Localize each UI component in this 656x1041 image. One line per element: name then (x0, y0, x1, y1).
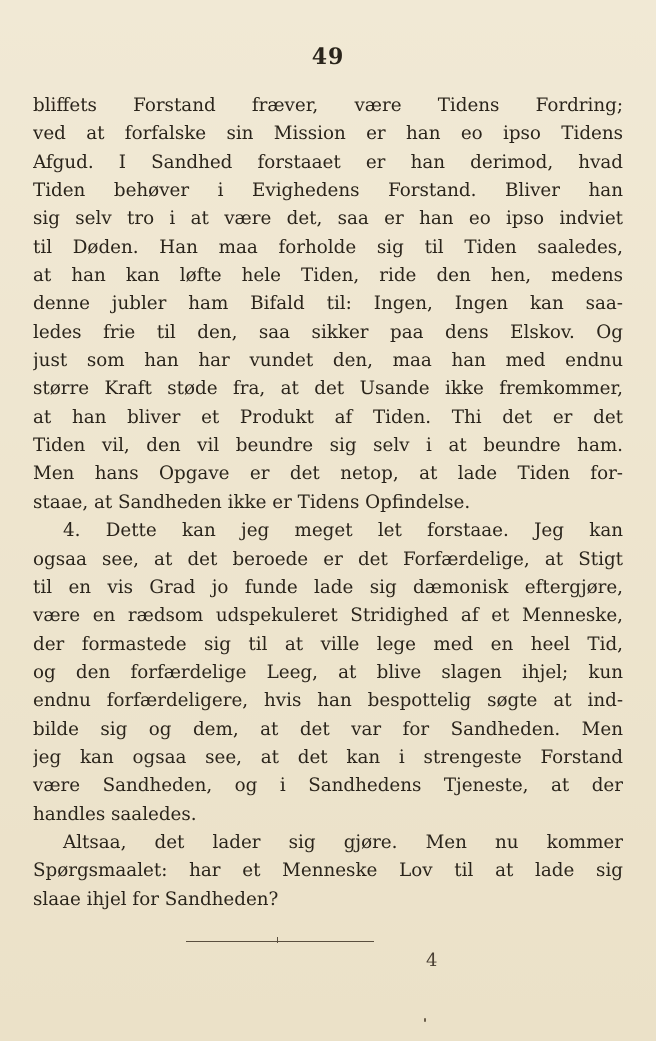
text-line: der formastede sig til at ville lege med en heel Tid, (33, 633, 623, 655)
text-line: til Døden. Han maa forholde sig til Tiden saaledes, (33, 236, 623, 258)
text-line: Tiden vil, den vil beundre sig selv i at beundre ham. (33, 435, 623, 457)
text-line: at han kan løfte hele Tiden, ride den hen, medens (33, 265, 623, 287)
text-line: være en rædsom udspekuleret Stridighed af et Menneske, (33, 605, 623, 627)
text-line: til en vis Grad jo funde lade sig dæmonisk eftergjøre, (33, 576, 623, 598)
text-line: større Kraft støde fra, at det Usande ikke fremkommer, (33, 378, 623, 400)
text-line: staae, at Sandheden ikke er Tidens Opfindelse. (33, 491, 471, 513)
text-line: Men hans Opgave er det netop, at lade Tiden for- (33, 463, 623, 485)
text-line: at han bliver et Produkt af Tiden. Thi det er det (33, 406, 623, 428)
text-line: 4. Dette kan jeg meget let forstaae. Jeg kan (63, 520, 623, 542)
paper-speck (424, 1018, 426, 1022)
body-text (33, 92, 623, 914)
text-line: bilde sig og dem, at det var for Sandheden. Men (33, 718, 623, 740)
text-line: jeg kan ogsaa see, at det kan i strengeste Forstand (33, 746, 623, 768)
footer-rule-tick (277, 937, 278, 943)
text-line: slaae ihjel for Sandheden? (33, 888, 279, 910)
footer-rule (186, 941, 374, 942)
text-line: ledes frie til den, saa sikker paa dens Elskov. Og (33, 321, 623, 343)
text-line: ogsaa see, at det beroede er det Forfærdelige, at Stigt (33, 548, 623, 570)
text-line: Spørgsmaalet: har et Menneske Lov til at lade sig (33, 860, 623, 882)
text-line: Altsaa, det lader sig gjøre. Men nu kommer (63, 831, 623, 853)
page-number: 49 (311, 44, 345, 70)
text-line: ved at forfalske sin Mission er han eo ipso Tidens (33, 123, 623, 145)
text-line: just som han har vundet den, maa han med endnu (33, 350, 623, 372)
text-line: handles saaledes. (33, 803, 197, 825)
text-line: Tiden behøver i Evighedens Forstand. Bliver han (33, 180, 623, 202)
text-line: sig selv tro i at være det, saa er han eo ipso indviet (33, 208, 623, 230)
text-line: bliffets Forstand fræver, være Tidens Fordring; (33, 95, 623, 116)
signature-mark: 4 (426, 950, 438, 971)
text-line: denne jubler ham Bifald til: Ingen, Ingen kan saa- (33, 293, 623, 315)
text-line: og den forfærdelige Leeg, at blive slagen ihjel; kun (33, 661, 623, 683)
text-line: være Sandheden, og i Sandhedens Tjeneste, at der (33, 775, 623, 797)
text-line: endnu forfærdeligere, hvis han bespottelig søgte at ind- (33, 690, 623, 712)
text-line: Afgud. I Sandhed forstaaet er han derimod, hvad (33, 151, 623, 173)
